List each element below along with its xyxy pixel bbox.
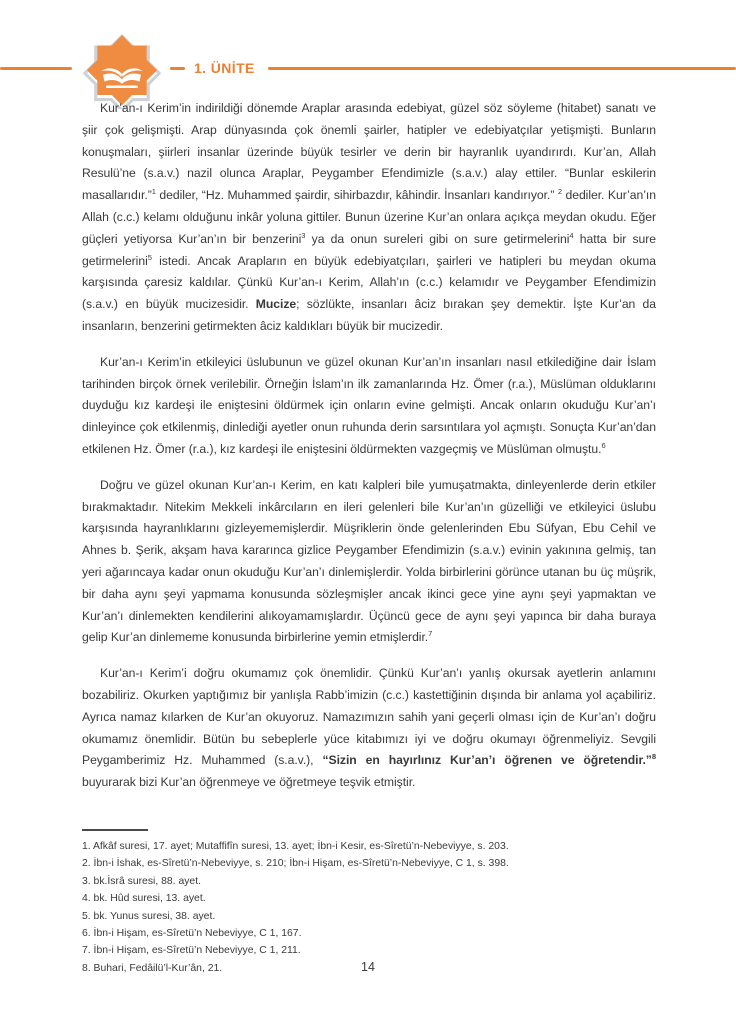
header-rule-left xyxy=(0,67,72,70)
footnote-item: 4. bk. Hûd suresi, 13. ayet. xyxy=(82,893,206,905)
footnote-item: 5. bk. Yunus suresi, 38. ayet. xyxy=(82,910,216,922)
footnote-item: 1. Afkâf suresi, 17. ayet; Mutaffifîn suresi, 13. ayet; İbn-i Kesir, es-Sîretü’n-Nebeviyye, s. 203. xyxy=(82,841,509,852)
page-number: 14 xyxy=(361,960,375,974)
footnote-item: 7. İbn-i Hişam, es-Sîretü’n Nebeviyye, C 1, 211. xyxy=(82,945,301,957)
unit-title: 1. ÜNİTE xyxy=(194,60,255,76)
footnote-divider xyxy=(82,829,148,831)
body-text xyxy=(82,98,656,794)
footnotes-section xyxy=(82,829,655,977)
paragraph-3: Doğru ve güzel okunan Kur’an-ı Kerim, en katı kalpleri bile yumuşatmakta, dinleyenlerde derin etkiler bırakmaktadır. Nitekim Mekkeli inkârcıların en ileri gelenleri bile Kur’an’ın güzelliği ve etkileyici üslubu karşısında hayranlıklarını gizleyememişlerdir. Müşriklerin önde gelenlerinden Ebu Süfyan, Ebu Cehil ve Ahnes b. Şerik, akşam hava kararınca gizlice Peygamber Efendimizin (s.a.v.) evinin yakınına gelmiş, tan yeri ağarıncaya kadar onun okuduğu Kur’an’ı dinlemişlerdir. Yolda birbirlerini görünce utanan bu üç müşrik, bir daha aynı şeyi yapmama konusunda sözleşmişler ancak ikinci gece yine aynı şeyi yapmaktan ve Kur’an’ı dinlemekten kendilerini alıkoyamamışlardır. Üçüncü gece de aynı şeyi yapınca bir daha buraya gelip Kur’an dinlememe konusunda birbirlerine yemin etmişlerdir.$^7$ xyxy=(82,477,656,645)
footnote-item: 2. İbn-i İshak, es-Sîretü’n-Nebeviyye, s. 210; İbn-i Hişam, es-Sîretü’n-Nebeviyye, C 1, s. 398. xyxy=(82,858,509,870)
header-rule-mid xyxy=(170,67,185,70)
footnote-item: 3. bk.İsrâ suresi, 88. ayet. xyxy=(82,875,201,887)
footnote-item: 8. Buhari, Fedâilü’l-Kur’ân, 21. xyxy=(82,962,223,974)
footnote-item: 6. İbn-i Hişam, es-Sîretü’n Nebeviyye, C 1, 167. xyxy=(82,928,302,940)
paragraph-2: Kur’an-ı Kerim’in etkileyici üslubunun ve güzel okunan Kur’an’ın insanları nasıl etkilediğine dair İslam tarihinden birçok örnek verilebilir. Örneğin İslam’ın ilk zamanlarında Hz. Ömer (r.a.), Müslüman olduklarını duyduğu kız kardeşi ile eniştesini öldürmek için onların evine gelmişti. Ancak onların okuduğu Kur’an’ı dinleyince çok etkilenmiş, dinlediği ayetler onun ruhunda derin sarsıntılara yol açmıştı. Sonuçta Kur’an’dan etkilenen Hz. Ömer (r.a.), kız kardeşi ile eniştesini öldürmekten vazgeçmiş ve Müslüman olmuştu.$^6$ xyxy=(82,354,656,456)
paragraph-4: Kur’an-ı Kerim’i doğru okumamız çok önemlidir. Çünkü Kur’an’ı yanlış okursak ayetlerin anlamını bozabiliriz. Okurken yaptığımız bir yanlışla Rabb’imizin (c.c.) kastettiğinin dışında bir anlama yol açabiliriz. Ayrıca namaz kılarken de Kur’an okuyoruz. Namazımızın sahih yani geçerli olması için de Kur’an’ı doğru okumamız önemlidir. Bütün bu sebeplerle yüce kitabımızı iyi ve doğru okumayı öğrenmeliyiz. Sevgili Peygamberimiz Hz. Muhammed (s.a.v.), “Sizin en hayırlınız Kur’an’ı öğrenen ve öğretendir.”$^8$ buyurarak bizi Kur’an öğrenmeye ve öğretmeye teşvik etmiştir. xyxy=(82,666,656,790)
header-rule-right xyxy=(268,67,736,70)
paragraph-1: Kur’an-ı Kerim’in indirildiği dönemde Araplar arasında edebiyat, güzel söz söyleme (hitabet) sanatı ve şiir çok gelişmişti. Arap dünyasında çok önemli şairler, hatipler ve edebiyatçılar yetişmişti. Bunların konuşmaları, şiirleri insanlar üzerinde büyük tesirler ve derin bir hayranlık uyandırırdı. Kur’an, Allah Resulü’ne (s.a.v.) nazil olunca Araplar, Peygamber Efendimizle (s.a.v.) alay ettiler. “Bunlar eskilerin masallarıdır.”$^1$ dediler, “Hz. Muhammed şairdir, sihirbazdır, kâhindir. İnsanları kandırıyor.” $^2$ dediler. Kur’an’ın Allah (c.c.) kelamı olduğunu inkâr yoluna gittiler. Bunun üzerine Kur’an onlara açıkça meydan okudu. Eğer güçleri yetiyorsa Kur’an’ın bir benzerini$^3$ ya da onun sureleri gibi on sure getirmelerini$^4$ hatta bir sure getirmelerini$^5$ istedi. Ancak Arapların en büyük edebiyatçıları, şairleri ve hatipleri bu meydan okuma karşısında çaresiz kaldılar. Çünkü Kur’an-ı Kerim, Allah’ın (c.c.) kelamıdır ve Peygamber Efendimizin (s.a.v.) en büyük mucizesidir. Mucize; sözlükte, insanları âciz bırakan şey demektir. İşte Kur’an da insanların, benzerini getirmekten âciz kaldıkları büyük bir mucizedir. xyxy=(82,101,656,333)
